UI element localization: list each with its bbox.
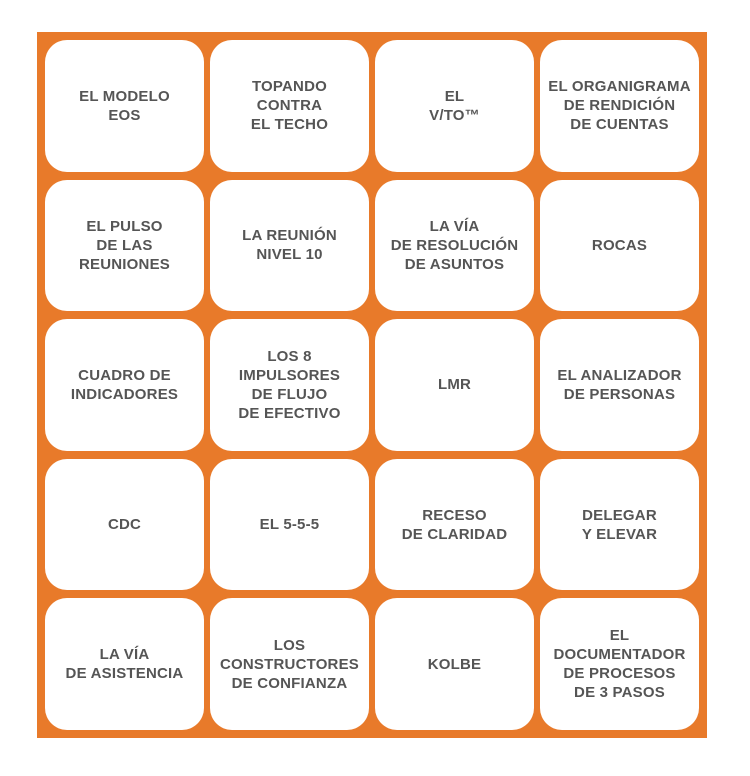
tile-label: DELEGAR Y ELEVAR <box>581 506 658 543</box>
tile-label: LA VÍA DE ASISTENCIA <box>65 646 184 683</box>
tile-el-5-5-5[interactable] <box>210 459 369 591</box>
tile-label: CDC <box>107 516 142 534</box>
tile-el-vto[interactable] <box>375 40 534 172</box>
tile-label: KOLBE <box>427 655 482 673</box>
tile-pulso-reuniones[interactable] <box>45 180 204 312</box>
tile-label: EL ANALIZADOR DE PERSONAS <box>557 366 682 403</box>
tile-reunion-nivel-10[interactable] <box>210 180 369 312</box>
tile-constructores-confianza[interactable] <box>210 598 369 730</box>
tile-delegar-elevar[interactable] <box>540 459 699 591</box>
tile-label: LA REUNIÓN NIVEL 10 <box>242 227 337 264</box>
tile-label: EL 5-5-5 <box>259 516 320 534</box>
tile-organigrama-rendicion-cuentas[interactable] <box>540 40 699 172</box>
tile-el-modelo-eos[interactable] <box>45 40 204 172</box>
tile-label: EL MODELO EOS <box>79 87 170 124</box>
tile-label: EL V/TO™ <box>429 87 480 124</box>
tile-cuadro-indicadores[interactable] <box>45 319 204 451</box>
tile-label: EL DOCUMENTADOR DE PROCESOS DE 3 PASOS <box>553 627 686 702</box>
tile-documentador-procesos[interactable] <box>540 598 699 730</box>
tile-label: EL ORGANIGRAMA DE RENDICIÓN DE CUENTAS <box>548 78 691 134</box>
tile-label: CUADRO DE INDICADORES <box>70 366 179 403</box>
tile-topando-contra-el-techo[interactable] <box>210 40 369 172</box>
tile-label: LA VÍA DE RESOLUCIÓN DE ASUNTOS <box>390 217 519 273</box>
tile-cdc[interactable] <box>45 459 204 591</box>
tile-label: LOS 8 IMPULSORES DE FLUJO DE EFECTIVO <box>238 347 341 422</box>
tile-kolbe[interactable] <box>375 598 534 730</box>
tile-label: LMR <box>437 376 472 394</box>
tile-label: LOS CONSTRUCTORES DE CONFIANZA <box>220 636 359 692</box>
tile-via-asistencia[interactable] <box>45 598 204 730</box>
tile-label: ROCAS <box>591 236 648 254</box>
tile-label: RECESO DE CLARIDAD <box>401 506 508 543</box>
tile-label: TOPANDO CONTRA EL TECHO <box>250 78 329 134</box>
tile-label: EL PULSO DE LAS REUNIONES <box>79 217 170 273</box>
tile-impulsores-flujo-efectivo[interactable] <box>210 319 369 451</box>
tile-via-resolucion-asuntos[interactable] <box>375 180 534 312</box>
tile-lmr[interactable] <box>375 319 534 451</box>
tool-grid-board <box>37 32 707 738</box>
tile-rocas[interactable] <box>540 180 699 312</box>
tile-receso-claridad[interactable] <box>375 459 534 591</box>
tile-analizador-personas[interactable] <box>540 319 699 451</box>
